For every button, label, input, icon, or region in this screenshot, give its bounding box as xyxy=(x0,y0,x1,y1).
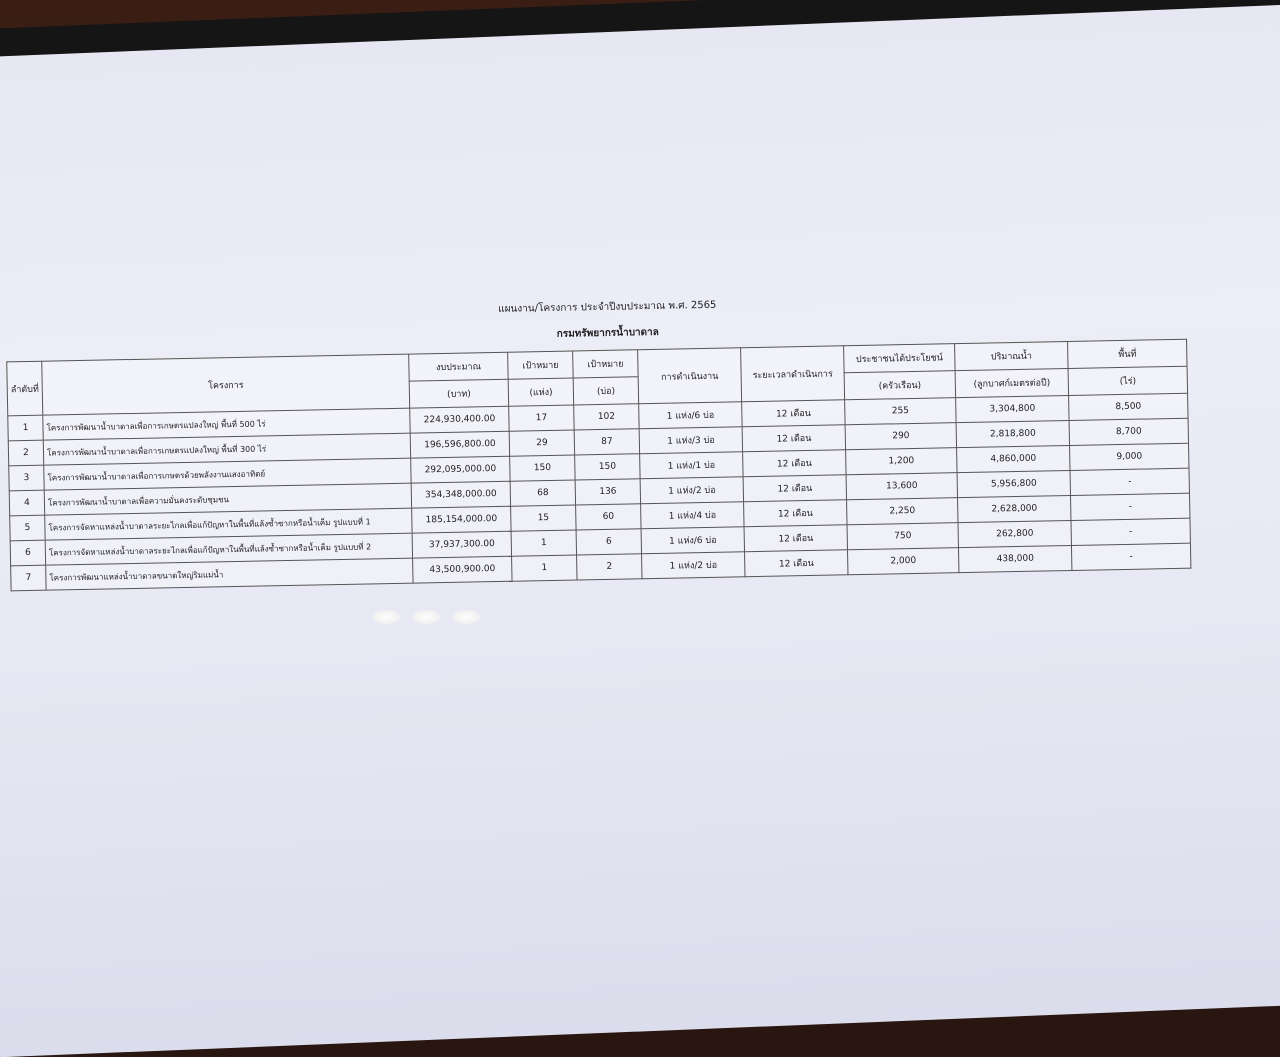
header-budget: งบประมาณ xyxy=(409,352,509,381)
cell-budget: 185,154,000.00 xyxy=(412,506,511,533)
cell-target-wells: 150 xyxy=(575,454,640,480)
cell-beneficiaries: 2,000 xyxy=(848,548,959,575)
header-target-sites-unit: (แห่ง) xyxy=(508,378,574,406)
cell-target-wells: 6 xyxy=(576,529,641,555)
document-title: แผนงาน/โครงการ ประจำปีงบประมาณ พ.ศ. 2565 xyxy=(498,299,717,315)
cell-project: โครงการจัดหาแหล่งน้ำบาดาลระยะไกลเพื่อแก้ปัญหาในพื้นที่แล้งซ้ำซากหรือน้ำเค็ม รูปแบบที่ 1 xyxy=(45,508,412,540)
cell-budget: 196,596,800.00 xyxy=(410,431,509,458)
cell-area: - xyxy=(1071,518,1190,545)
cell-no: 3 xyxy=(9,465,45,491)
cell-target-wells: 87 xyxy=(574,429,639,455)
header-area-unit: (ไร่) xyxy=(1068,366,1187,395)
cell-budget: 37,937,300.00 xyxy=(412,531,511,558)
cell-operation: 1 แห่ง/2 บ่อ xyxy=(640,477,743,504)
document-subtitle: กรมทรัพยากรน้ำบาดาล xyxy=(556,326,659,340)
cell-area: - xyxy=(1072,543,1191,570)
cell-beneficiaries: 750 xyxy=(847,523,958,550)
cell-target-wells: 102 xyxy=(574,404,639,430)
header-target-wells-unit: (บ่อ) xyxy=(573,377,639,405)
cell-area: 9,000 xyxy=(1070,443,1189,470)
cell-beneficiaries: 13,600 xyxy=(846,473,957,500)
cell-beneficiaries: 255 xyxy=(845,398,956,425)
cell-target-sites: 15 xyxy=(511,505,576,531)
cell-operation: 1 แห่ง/4 บ่อ xyxy=(641,502,744,529)
light-reflection xyxy=(452,610,480,624)
cell-target-sites: 1 xyxy=(512,555,577,581)
cell-operation: 1 แห่ง/2 บ่อ xyxy=(642,552,745,579)
cell-target-wells: 60 xyxy=(576,504,641,530)
cell-project: โครงการพัฒนาแหล่งน้ำบาดาลขนาดใหญ่ริมแม่น้ำ xyxy=(46,558,413,590)
cell-water: 2,818,800 xyxy=(956,420,1069,447)
header-water: ปริมาณน้ำ xyxy=(955,342,1068,371)
cell-beneficiaries: 290 xyxy=(845,423,956,450)
cell-project: โครงการพัฒนาน้ำบาดาลเพื่อการเกษตรด้วยพลังงานแสงอาทิตย์ xyxy=(44,458,411,490)
cell-target-sites: 1 xyxy=(511,530,576,556)
cell-no: 7 xyxy=(11,565,47,591)
cell-area: 8,500 xyxy=(1069,393,1188,420)
cell-water: 262,800 xyxy=(958,520,1071,547)
cell-area: - xyxy=(1071,493,1190,520)
cell-target-sites: 17 xyxy=(509,405,574,431)
cell-budget: 43,500,900.00 xyxy=(413,556,512,583)
light-reflection xyxy=(372,610,400,624)
cell-duration: 12 เดือน xyxy=(742,400,845,427)
cell-target-sites: 29 xyxy=(509,430,574,456)
header-beneficiaries: ประชาชนได้ประโยชน์ xyxy=(844,344,955,373)
cell-area: 8,700 xyxy=(1069,418,1188,445)
cell-water: 3,304,800 xyxy=(956,395,1069,422)
header-water-unit: (ลูกบาศก์เมตรต่อปี) xyxy=(955,368,1068,397)
cell-no: 6 xyxy=(10,540,46,566)
cell-budget: 354,348,000.00 xyxy=(411,481,510,508)
header-no: ลำดับที่ xyxy=(7,361,43,416)
header-target-wells: เป้าหมาย xyxy=(573,350,639,378)
header-operation: การดำเนินงาน xyxy=(638,348,742,404)
cell-duration: 12 เดือน xyxy=(745,550,848,577)
project-table xyxy=(6,339,1191,592)
cell-duration: 12 เดือน xyxy=(744,500,847,527)
cell-project: โครงการพัฒนาน้ำบาดาลเพื่อการเกษตรแปลงใหญ่ พื้นที่ 500 ไร่ xyxy=(43,408,410,440)
cell-operation: 1 แห่ง/6 บ่อ xyxy=(639,402,742,429)
document-sheet xyxy=(0,285,1280,610)
cell-target-wells: 136 xyxy=(575,479,640,505)
table-body xyxy=(8,393,1191,591)
cell-no: 1 xyxy=(8,415,44,441)
cell-duration: 12 เดือน xyxy=(742,425,845,452)
header-project: โครงการ xyxy=(42,354,410,415)
cell-target-sites: 150 xyxy=(510,455,575,481)
cell-duration: 12 เดือน xyxy=(743,475,846,502)
header-budget-unit: (บาท) xyxy=(409,379,509,408)
header-duration: ระยะเวลาดำเนินการ xyxy=(741,346,845,402)
cell-project: โครงการพัฒนาน้ำบาดาลเพื่อความมั่นคงระดับชุมชน xyxy=(44,483,411,515)
cell-beneficiaries: 1,200 xyxy=(846,448,957,475)
cell-budget: 224,930,400.00 xyxy=(410,406,509,433)
header-beneficiaries-unit: (ครัวเรือน) xyxy=(844,371,955,400)
cell-area: - xyxy=(1070,468,1189,495)
cell-beneficiaries: 2,250 xyxy=(847,498,958,525)
cell-duration: 12 เดือน xyxy=(743,450,846,477)
cell-no: 4 xyxy=(9,490,45,516)
cell-water: 4,860,000 xyxy=(957,445,1070,472)
cell-project: โครงการจัดหาแหล่งน้ำบาดาลระยะไกลเพื่อแก้ปัญหาในพื้นที่แล้งซ้ำซากหรือน้ำเค็ม รูปแบบที่ 2 xyxy=(45,533,412,565)
cell-budget: 292,095,000.00 xyxy=(411,456,510,483)
cell-operation: 1 แห่ง/3 บ่อ xyxy=(639,427,742,454)
cell-no: 2 xyxy=(8,440,44,466)
cell-project: โครงการพัฒนาน้ำบาดาลเพื่อการเกษตรแปลงใหญ่ พื้นที่ 300 ไร่ xyxy=(43,433,410,465)
cell-operation: 1 แห่ง/1 บ่อ xyxy=(640,452,743,479)
cell-target-wells: 2 xyxy=(577,554,642,580)
cell-target-sites: 68 xyxy=(510,480,575,506)
cell-operation: 1 แห่ง/6 บ่อ xyxy=(641,527,744,554)
light-reflection xyxy=(412,610,440,624)
cell-no: 5 xyxy=(10,515,46,541)
cell-duration: 12 เดือน xyxy=(744,525,847,552)
cell-water: 5,956,800 xyxy=(957,470,1070,497)
header-area: พื้นที่ xyxy=(1068,339,1187,368)
header-target-sites: เป้าหมาย xyxy=(508,351,574,379)
cell-water: 2,628,000 xyxy=(958,495,1071,522)
cell-water: 438,000 xyxy=(959,545,1072,572)
